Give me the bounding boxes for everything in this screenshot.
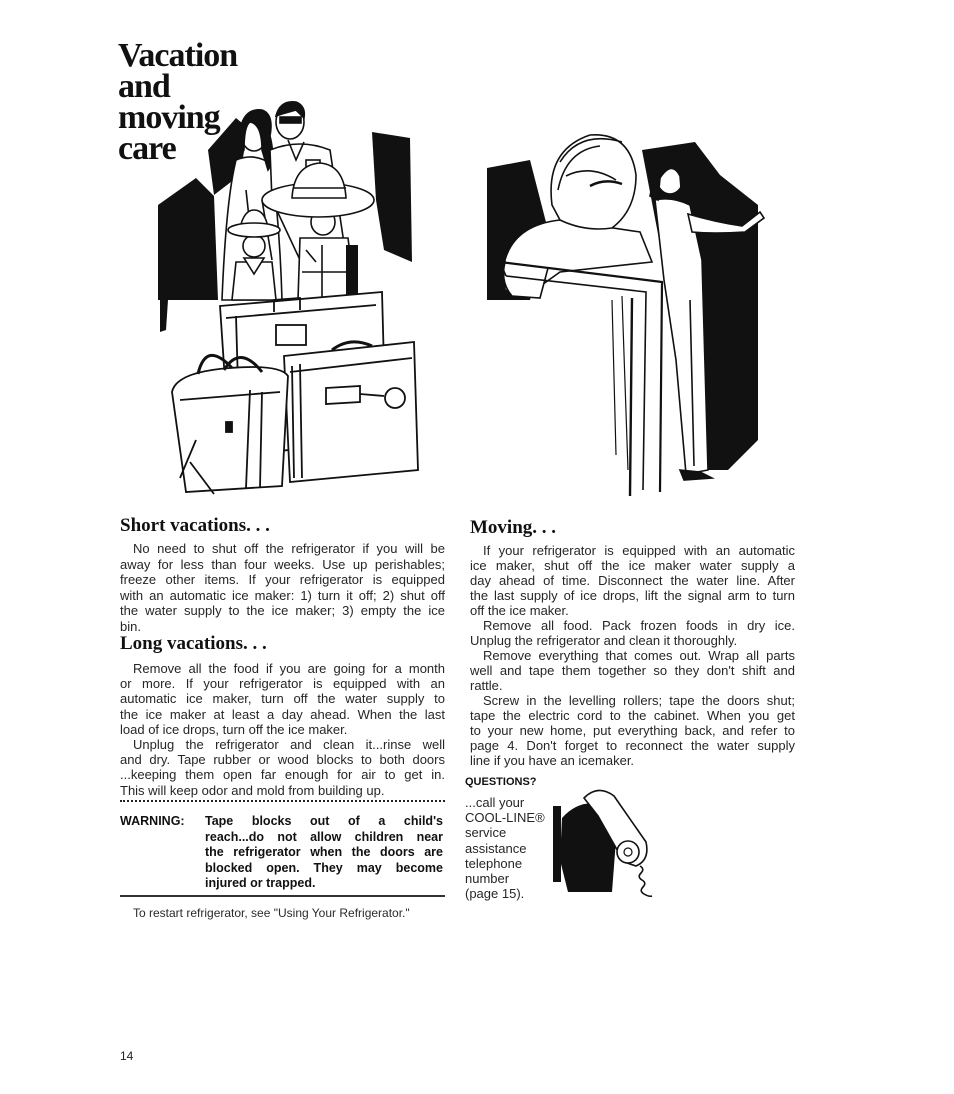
text-line: (page 15). — [465, 886, 525, 902]
text-line: Remove all the food if you are going for a month — [133, 661, 445, 676]
text-line: This will keep odor and mold from building up. — [120, 782, 385, 798]
short-vacations-heading: Short vacations. . . — [120, 515, 270, 536]
title-line: care — [118, 130, 176, 167]
page-title — [118, 37, 238, 167]
coiled-cord — [639, 866, 652, 896]
questions-heading: QUESTIONS? — [465, 776, 537, 788]
travel-bag — [172, 355, 288, 494]
warning-line: Tape blocks out of a child's — [205, 814, 443, 828]
warning-text — [205, 814, 443, 892]
text-line: COOL-LINE® — [465, 810, 545, 826]
title-line: and — [118, 68, 170, 105]
text-line: ice maker, shut off the ice maker water supply a — [470, 558, 795, 573]
text-line: away for less than four weeks. Use up perishables; — [120, 556, 445, 572]
couple-moving-frame-illustration — [480, 120, 780, 500]
telephone-illustration — [550, 780, 665, 900]
front-suitcase — [284, 342, 418, 482]
text-line: No need to shut off the refrigerator if you will be — [133, 541, 445, 556]
text-line: the last supply of ice drops, lift the signal arm to turn — [470, 588, 795, 603]
text-line: rattle. — [470, 678, 503, 693]
moving-text — [470, 543, 795, 768]
title-line: moving — [118, 99, 220, 136]
text-line: Unplug the refrigerator and clean it thoroughly. — [470, 633, 738, 648]
text-line: line if you have an icemaker. — [470, 753, 635, 768]
text-line: or more. If your refrigerator is equipped with an — [120, 676, 445, 692]
dark-wall — [553, 806, 561, 882]
dial — [617, 841, 639, 863]
title-line: Vacation — [118, 37, 238, 74]
long-vacations-text — [120, 661, 445, 798]
divider — [120, 800, 445, 802]
text-line: page 4. Don't forget to reconnect the water supply — [470, 738, 795, 753]
text-line: Screw in the levelling rollers; tape the doors shut; — [483, 693, 795, 708]
divider — [120, 895, 445, 897]
questions-text — [465, 795, 545, 901]
text-line: day ahead of time. Disconnect the water line. After — [470, 573, 795, 588]
text-line: service — [465, 825, 507, 841]
warning-line: the refrigerator when the doors are — [205, 845, 443, 859]
text-line: the ice maker at least a day ahead. When the last — [120, 706, 445, 722]
warning-label: WARNING: — [120, 814, 185, 828]
warning-line: reach...do not allow children near — [205, 829, 443, 844]
text-line: and dry. Tape rubber or wood blocks to both doors — [120, 752, 445, 768]
short-vacations-text — [120, 541, 445, 634]
text-line: assistance — [465, 840, 527, 856]
text-line: automatic ice maker, turn off the water supply to — [120, 691, 445, 707]
warning-line: blocked open. They may become — [205, 860, 443, 875]
text-line: the water supply to the ice maker; 3) empty the ice — [120, 603, 445, 618]
text-line: Unplug the refrigerator and clean it...rinse well — [133, 736, 445, 752]
text-line: Remove all food. Pack frozen foods in dry ice. — [483, 618, 795, 633]
text-line: freeze other items. If your refrigerator is equipped — [120, 572, 445, 587]
text-line: Remove everything that comes out. Wrap all parts — [483, 648, 795, 663]
text-line: load of ice drops, turn off the ice maker. — [120, 721, 348, 737]
warning-line: injured or trapped. — [205, 876, 316, 890]
text-line: ...keeping them open far enough for air to get in. — [120, 767, 445, 783]
long-vacations-heading: Long vacations. . . — [120, 633, 267, 654]
moving-heading: Moving. . . — [470, 517, 557, 538]
text-line: tape the electric cord to the cabinet. When you get — [470, 708, 795, 723]
text-line: ...call your — [465, 795, 525, 810]
text-line: telephone — [465, 855, 523, 871]
page-number: 14 — [120, 1049, 134, 1063]
text-line: to your new home, put everything back, and refer to — [470, 723, 795, 738]
text-line: with an automatic ice maker: 1) turn it off; 2) shut off — [120, 587, 445, 603]
text-line: well and tape them together so they don't shift and — [470, 663, 795, 678]
text-line: number — [465, 870, 510, 886]
restart-note: To restart refrigerator, see "Using Your Refrigerator." — [133, 906, 410, 920]
text-line: If your refrigerator is equipped with an automatic — [483, 543, 795, 558]
text-line: bin. — [120, 618, 141, 634]
text-line: off the ice maker. — [470, 603, 569, 618]
